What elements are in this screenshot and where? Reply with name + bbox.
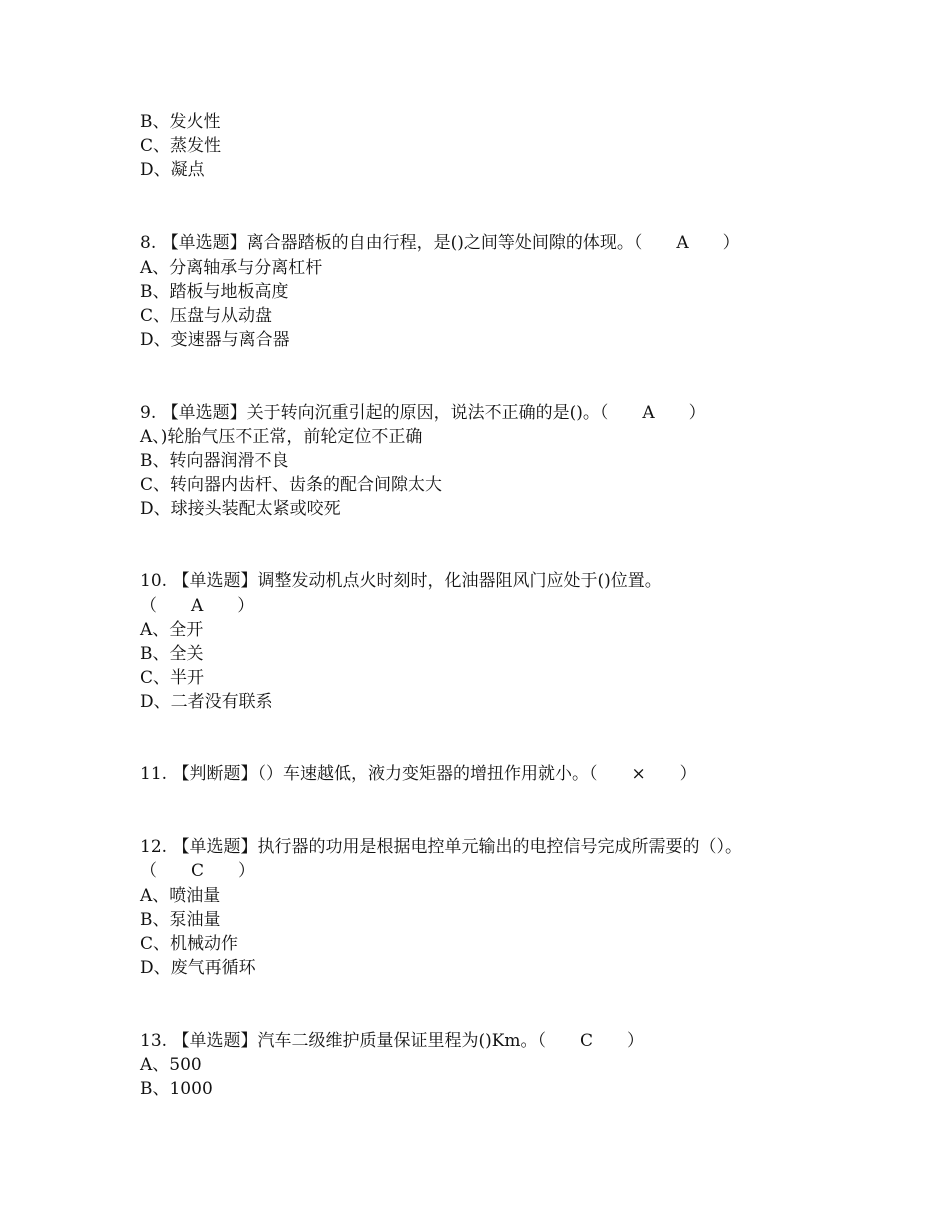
q7-option-d: D、凝点	[140, 160, 205, 180]
q10-option-d: D、二者没有联系	[140, 692, 273, 712]
q11-question: 11. 【判断题】（）车速越低，液力变矩器的增扭作用就小。（ × ）	[140, 764, 697, 784]
q12-option-c: C、机械动作	[140, 934, 239, 954]
q9-option-d: D、球接头装配太紧或咬死	[140, 499, 341, 519]
q8-option-a: A、分离轴承与分离杠杆	[140, 258, 323, 278]
q13-question: 13. 【单选题】汽车二级维护质量保证里程为()Km。（ C ）	[140, 1031, 645, 1051]
q8-question: 8. 【单选题】离合器踏板的自由行程，是()之间等处间隙的体现。（ A ）	[140, 233, 740, 253]
q8-option-d: D、变速器与离合器	[140, 330, 290, 350]
q13-option-a: A、500	[140, 1055, 202, 1075]
q9-option-a: A、)轮胎气压不正常，前轮定位不正确	[140, 427, 423, 447]
q10-option-a: A、全开	[140, 620, 204, 640]
q9-option-c: C、转向器内齿杆、齿条的配合间隙太大	[140, 475, 443, 495]
q8-option-c: C、压盘与从动盘	[140, 306, 273, 326]
q8-option-b: B、踏板与地板高度	[140, 282, 289, 302]
q7-option-b: B、发火性	[140, 112, 221, 132]
q12-question: 12. 【单选题】执行器的功用是根据电控单元输出的电控信号完成所需要的（）。	[140, 837, 742, 857]
q10-option-b: B、全关	[140, 644, 204, 664]
q9-question: 9. 【单选题】关于转向沉重引起的原因，说法不正确的是()。（ A ）	[140, 403, 706, 423]
q12-option-b: B、泵油量	[140, 910, 221, 930]
q9-option-b: B、转向器润滑不良	[140, 451, 289, 471]
q12-option-a: A、喷油量	[140, 886, 221, 906]
q12-option-d: D、废气再循环	[140, 958, 256, 978]
q12-answer: （ C ）	[140, 861, 256, 881]
q10-question: 10. 【单选题】调整发动机点火时刻时，化油器阻风门应处于()位置。	[140, 571, 662, 591]
q10-option-c: C、半开	[140, 668, 205, 688]
q13-option-b: B、1000	[140, 1079, 213, 1099]
q7-option-c: C、蒸发性	[140, 136, 222, 156]
q10-answer: （ A ）	[140, 596, 255, 616]
